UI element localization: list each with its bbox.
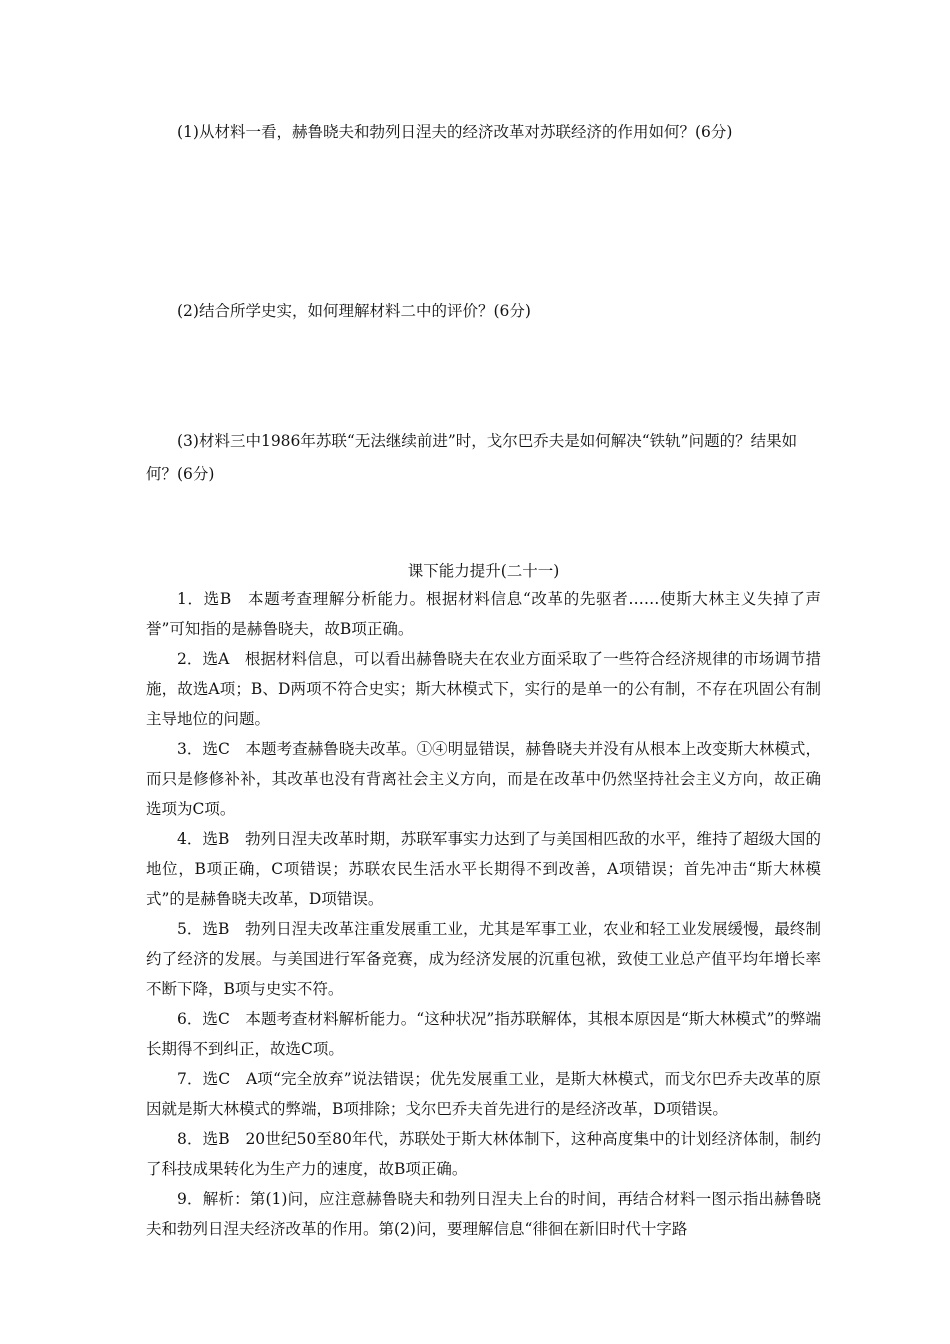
answer-2: 2．选A 根据材料信息，可以看出赫鲁晓夫在农业方面采取了一些符合经济规律的市场调节措施，故选A项；B、D两项不符合史实；斯大林模式下，实行的是单一的公有制，不存在巩固公有制主导地位的问题。: [146, 650, 821, 728]
answer-9: 9．解析：第(1)问，应注意赫鲁晓夫和勃列日涅夫上台的时间，再结合材料一图示指出赫鲁晓夫和勃列日涅夫经济改革的作用。第(2)问，要理解信息“徘徊在新旧时代十字路: [146, 1190, 821, 1238]
answer-6: 6．选C 本题考查材料解析能力。“这种状况”指苏联解体，其根本原因是“斯大林模式”的弊端长期得不到纠正，故选C项。: [146, 1010, 821, 1058]
question-1: (1)从材料一看，赫鲁晓夫和勃列日涅夫的经济改革对苏联经济的作用如何？(6分): [177, 123, 733, 141]
answer-4: 4．选B 勃列日涅夫改革时期，苏联军事实力达到了与美国相匹敌的水平，维持了超级大国的地位，B项正确，C项错误；苏联农民生活水平长期得不到改善，A项错误；首先冲击“斯大林模式”的是赫鲁晓夫改革，D项错误。: [146, 830, 821, 908]
answer-8: 8．选B 20世纪50至80年代，苏联处于斯大林体制下，这种高度集中的计划经济体制，制约了科技成果转化为生产力的速度，故B项正确。: [146, 1130, 821, 1178]
question-3: (3)材料三中1986年苏联“无法继续前进”时，戈尔巴乔夫是如何解决“铁轨”问题的？结果如何？(6分): [146, 432, 798, 483]
question-2: (2)结合所学史实，如何理解材料二中的评价？(6分): [177, 302, 531, 320]
answer-section-title: 课下能力提升(二十一): [407, 562, 560, 580]
answer-1: 1．选B 本题考查理解分析能力。根据材料信息“改革的先驱者……使斯大林主义失掉了声誉”可知指的是赫鲁晓夫，故B项正确。: [146, 590, 821, 638]
answer-5: 5．选B 勃列日涅夫改革注重发展重工业，尤其是军事工业，农业和轻工业发展缓慢，最终制约了经济的发展。与美国进行军备竞赛，成为经济发展的沉重包袱，致使工业总产值平均年增长率不断下降，B项与史实不符。: [146, 920, 821, 998]
answer-3: 3．选C 本题考查赫鲁晓夫改革。①④明显错误，赫鲁晓夫并没有从根本上改变斯大林模式，而只是修修补补，其改革也没有背离社会主义方向，而是在改革中仍然坚持社会主义方向，故正确选项为C项。: [146, 740, 821, 818]
answer-section: [146, 558, 821, 1244]
answer-7: 7．选C A项“完全放弃”说法错误；优先发展重工业，是斯大林模式，而戈尔巴乔夫改革的原因就是斯大林模式的弊端，B项排除；戈尔巴乔夫首先进行的是经济改革，D项错误。: [146, 1070, 821, 1118]
